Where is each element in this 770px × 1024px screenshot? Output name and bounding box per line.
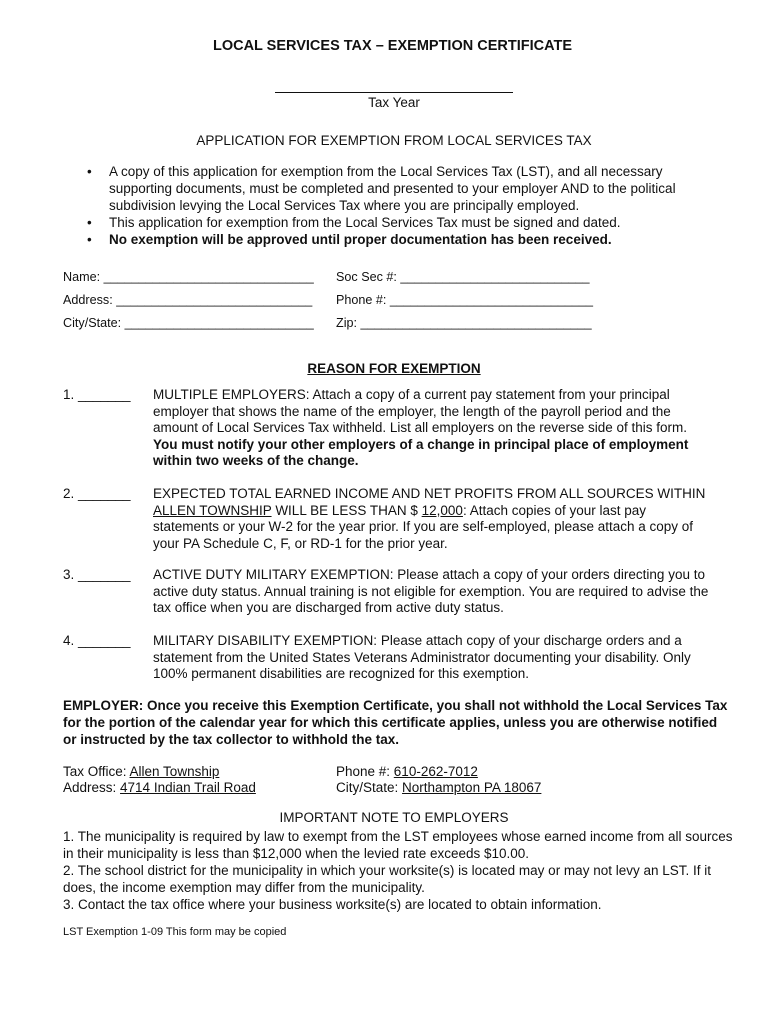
tax-office-line: Tax Office: Allen Township xyxy=(63,764,220,779)
instructions-list xyxy=(82,163,722,248)
tax-office-address-line: Address: 4714 Indian Trail Road xyxy=(63,780,256,795)
tax-office-name: Allen Township xyxy=(129,764,220,779)
note-item: 2. The school district for the municipality in which your worksite(s) is located may or may not levy an LST. If it does, the income exemption may differ from the municipality. xyxy=(63,863,711,895)
bullet-icon: • xyxy=(87,215,92,230)
list-item xyxy=(82,231,722,248)
name-field[interactable]: Name: ______________________________ xyxy=(63,270,314,284)
important-note-heading: IMPORTANT NOTE TO EMPLOYERS xyxy=(279,810,509,825)
reason-2-checkbox[interactable]: 2. _______ xyxy=(63,486,131,501)
reason-4-checkbox[interactable]: 4. _______ xyxy=(63,633,131,648)
city-state-field[interactable]: City/State: ___________________________ xyxy=(63,316,314,330)
employer-notice: EMPLOYER: Once you receive this Exemption Certificate, you shall not withhold the Local Services Tax for the portion of the calendar year for which this certificate applies, unless you are otherwise notified or instructed by the tax collector to withhold the tax. xyxy=(63,698,728,747)
reason-2-text: EXPECTED TOTAL EARNED INCOME AND NET PROFITS FROM ALL SOURCES WITHIN ALLEN TOWNSHIP WILL BE LESS THAN $ 12,000: Attach copies of your last pay statements or your W-2 for the year prior. If you are self-employed, please attach a copy of your PA Schedule C, F, or RD-1 for the prior year. xyxy=(153,486,706,551)
instruction-text: This application for exemption from the Local Services Tax must be signed and dated. xyxy=(109,215,621,230)
tax-office-phone-line: Phone #: 610-262-7012 xyxy=(336,764,478,779)
application-subtitle: APPLICATION FOR EXEMPTION FROM LOCAL SERVICES TAX xyxy=(196,133,592,148)
important-notes xyxy=(63,828,733,913)
reason-3-text: ACTIVE DUTY MILITARY EXEMPTION: Please attach a copy of your orders directing you to active duty status. Annual training is not eligible for exemption. You are required to advise the tax office when you are discharged from active duty status. xyxy=(153,567,709,616)
address-field[interactable]: Address: ____________________________ xyxy=(63,293,313,307)
note-item: 3. Contact the tax office where your business worksite(s) are located to obtain information. xyxy=(63,897,602,912)
tax-office-phone: 610-262-7012 xyxy=(393,764,478,779)
phone-field[interactable]: Phone #: _____________________________ xyxy=(336,293,594,307)
instruction-text: A copy of this application for exemption from the Local Services Tax (LST), and all necessary supporting documents, must be completed and presented to your employer AND to the political subdivision levying the Local Services Tax where you are principally employed. xyxy=(109,164,676,213)
list-item xyxy=(82,163,722,214)
reason-1-text: MULTIPLE EMPLOYERS: Attach a copy of a current pay statement from your principal employer that shows the name of the employer, the length of the payroll period and the amount of Local Services Tax withheld. List all employers on the reverse side of this form. You must notify your other employers of a change in principal place of employment within two weeks of the change. xyxy=(153,387,689,469)
bullet-icon: • xyxy=(87,232,92,247)
soc-sec-field[interactable]: Soc Sec #: ___________________________ xyxy=(336,270,590,284)
reason-4-text: MILITARY DISABILITY EXEMPTION: Please attach copy of your discharge orders and a statement from the United States Veterans Administrator documenting your disability. Only 100% permanent disabilities are recognized for this exemption. xyxy=(153,633,691,682)
reason-heading: REASON FOR EXEMPTION xyxy=(307,361,481,376)
instruction-text-bold: No exemption will be approved until proper documentation has been received. xyxy=(109,232,612,247)
tax-year-field[interactable] xyxy=(275,80,513,93)
form-footer: LST Exemption 1-09 This form may be copied xyxy=(63,926,287,938)
tax-office-address: 4714 Indian Trail Road xyxy=(120,780,256,795)
page-title: LOCAL SERVICES TAX – EXEMPTION CERTIFICATE xyxy=(212,38,573,54)
tax-office-city-line: City/State: Northampton PA 18067 xyxy=(336,780,542,795)
reason-3-checkbox[interactable]: 3. _______ xyxy=(63,567,131,582)
bullet-icon: • xyxy=(87,164,92,179)
list-item xyxy=(82,214,722,231)
tax-year-label: Tax Year xyxy=(368,95,420,110)
tax-office-city: Northampton PA 18067 xyxy=(402,780,542,795)
municipality-name: ALLEN TOWNSHIP xyxy=(153,502,272,518)
reason-1-checkbox[interactable]: 1. _______ xyxy=(63,387,131,402)
zip-field[interactable]: Zip: _________________________________ xyxy=(336,316,592,330)
note-item: 1. The municipality is required by law to exempt from the LST employees whose earned income from all sources in their municipality is less than $12,000 when the levied rate exceeds $10.00. xyxy=(63,829,733,861)
income-threshold: 12,000 xyxy=(421,502,463,518)
